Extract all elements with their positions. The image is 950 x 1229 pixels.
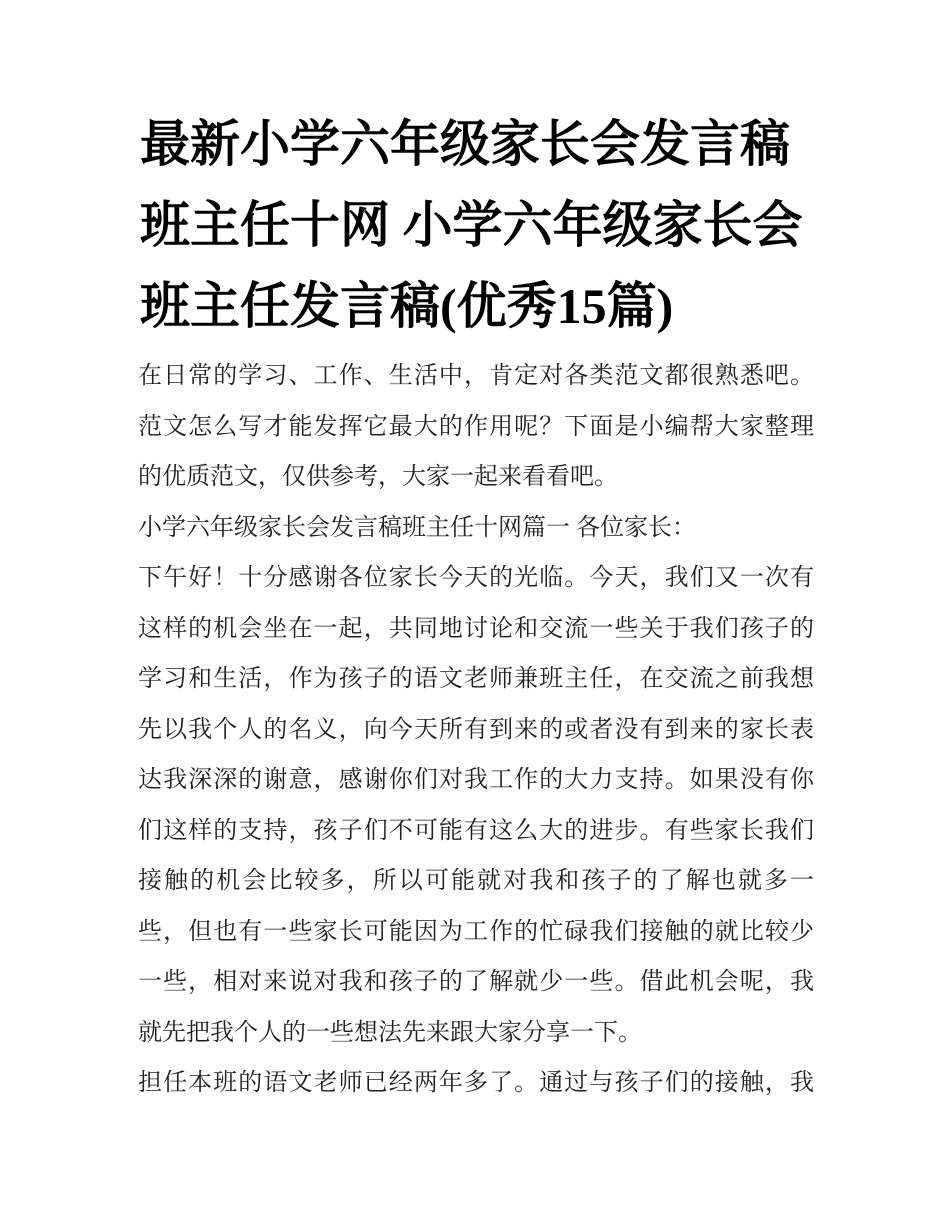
text-line: 担任本班的语文老师已经两年多了。通过与孩子们的接触，我 [138,1070,814,1096]
text-line: 接触的机会比较多，所以可能就对我和孩子的了解也就多一 [138,868,814,894]
paragraph-teacher-intro [138,1058,814,1109]
text-line: 些，但也有一些家长可能因为工作的忙碌我们接触的就比较少 [138,918,814,945]
paragraph-section-heading [138,503,814,554]
text-line: 在日常的学习、工作、生活中，肯定对各类范文都很熟悉吧。 [138,363,814,389]
text-line: 学习和生活，作为孩子的语文老师兼班主任，在交流之前我想 [138,666,814,692]
text-line: 这样的机会坐在一起，共同地讨论和交流一些关于我们孩子的 [138,615,814,642]
title-line-2: 班主任十网 小学六年级家长会 [140,197,803,253]
text-line: 范文怎么写才能发挥它最大的作用呢？下面是小编帮大家整理 [138,413,814,440]
text-line: 一些，相对来说对我和孩子的了解就少一些。借此机会呢，我 [138,969,814,995]
text-line: 下午好！十分感谢各位家长今天的光临。今天，我们又一次有 [138,565,814,591]
text-line: 先以我个人的名义，向今天所有到来的或者没有到来的家长表 [138,716,814,743]
text-line: 的优质范文，仅供参考，大家一起来看看吧。 [138,464,618,490]
text-line: 达我深深的谢意，感谢你们对我工作的大力支持。如果没有你 [138,767,814,793]
text-line: 小学六年级家长会发言稿班主任十网篇一 各位家长： [138,514,696,541]
paragraph-intro [138,351,814,503]
text-line: 就先把我个人的一些想法先来跟大家分享一下。 [138,1019,642,1046]
document-title [140,104,830,347]
text-line: 们这样的支持，孩子们不可能有这么大的进步。有些家长我们 [138,817,814,844]
document-body [138,351,814,1109]
paragraph-speech [138,553,814,1058]
title-line-1: 最新小学六年级家长会发言稿 [140,116,790,172]
title-line-3: 班主任发言稿(优秀15篇) [140,278,674,334]
